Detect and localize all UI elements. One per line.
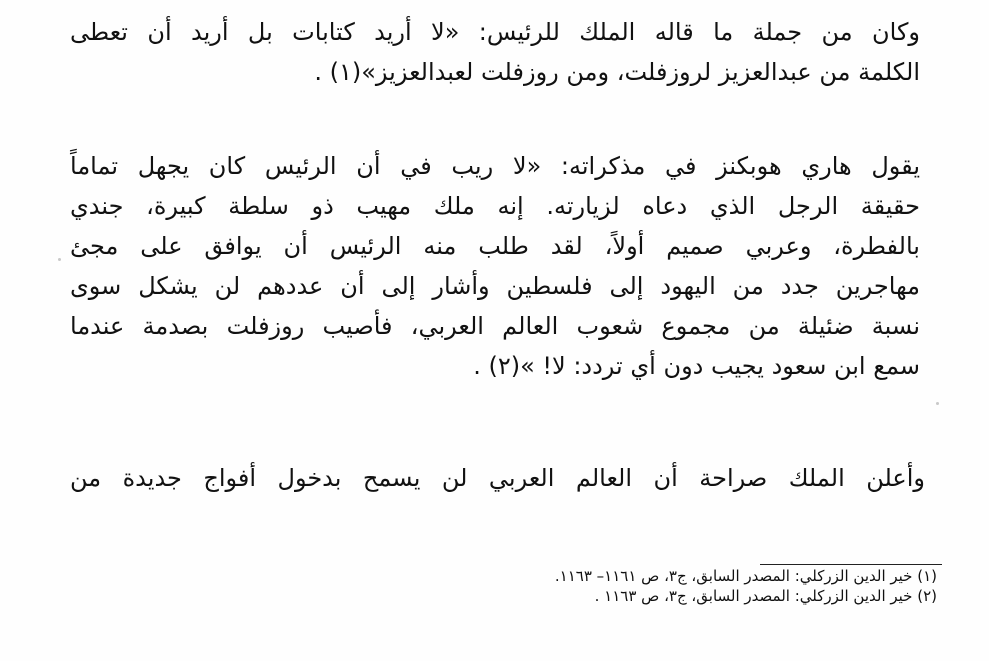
paragraph-1-line-1: وكان من جملة ما قاله الملك للرئيس: «لا أريد كتابات بل أريد أن تعطى xyxy=(70,18,920,46)
scan-speck xyxy=(58,258,61,261)
paragraph-2 xyxy=(70,146,920,386)
scan-speck xyxy=(936,402,939,405)
paragraph-1 xyxy=(70,12,920,92)
paragraph-2-line-5: نسبة ضئيلة من مجموع شعوب العالم العربي، فأصيب روزفلت بصدمة عندما xyxy=(70,312,920,340)
paragraph-1-line-2: الكلمة من عبدالعزيز لروزفلت، ومن روزفلت لعبدالعزيز»(١) . xyxy=(314,58,920,86)
paragraph-2-line-3: بالفطرة، وعربي صميم أولاً، لقد طلب منه الرئيس أن يوافق على مجئ xyxy=(70,232,920,260)
paragraph-2-line-6: سمع ابن سعود يجيب دون أي تردد: لا! »(٢) . xyxy=(473,352,920,380)
paragraph-2-line-4: مهاجرين جدد من اليهود إلى فلسطين وأشار إلى أن عددهم لن يشكل سوى xyxy=(70,272,920,300)
footnotes xyxy=(377,566,937,606)
paragraph-2-line-2: حقيقة الرجل الذي دعاه لزيارته. إنه ملك مهيب ذو سلطة كبيرة، جندي xyxy=(70,192,920,220)
footnote-separator xyxy=(760,564,942,565)
footnote-2: (٢) خير الدين الزركلي: المصدر السابق، ج٣، ص ١١٦٣ . xyxy=(594,587,937,605)
paragraph-3 xyxy=(70,458,925,498)
footnote-1: (١) خير الدين الزركلي: المصدر السابق، ج٣، ص ١١٦١– ١١٦٣. xyxy=(554,567,937,585)
paragraph-2-line-1: يقول هاري هوبكنز في مذكراته: «لا ريب في أن الرئيس كان يجهل تماماً xyxy=(70,152,920,180)
paragraph-3-line-1: وأعلن الملك صراحة أن العالم العربي لن يسمح بدخول أفواج جديدة من xyxy=(70,464,925,492)
